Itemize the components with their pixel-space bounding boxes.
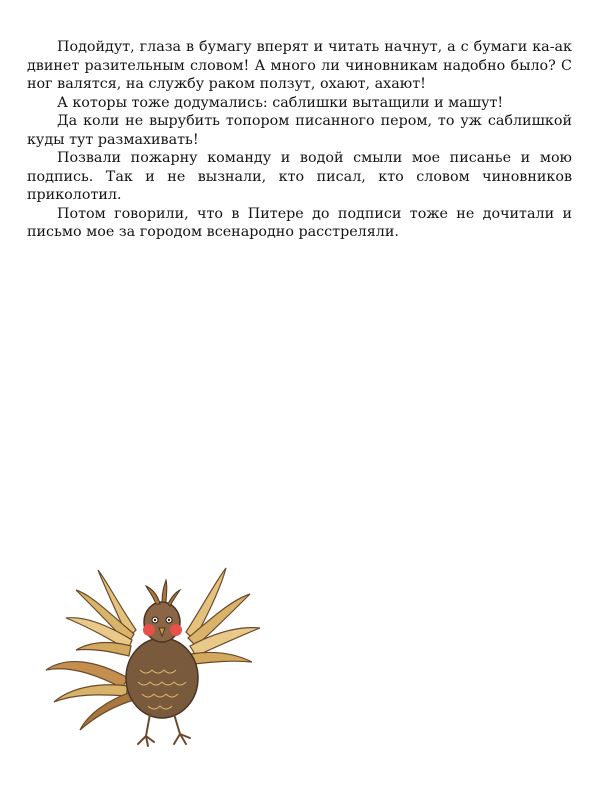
legs	[138, 714, 190, 746]
bird-body	[126, 638, 198, 718]
paragraph-1: Подойдут, глаза в бумагу вперят и читать начнут, а с бумаги ка-ак двинет разительным словом! А много ли чиновникам надобно было? С ног валятся, на службу раком ползут, охают, ахают!	[27, 39, 572, 92]
story-text	[27, 38, 572, 242]
left-wing	[66, 570, 136, 656]
left-pupil	[154, 619, 156, 621]
right-cheek	[170, 624, 182, 636]
paragraph-5: Потом говорили, что в Питере до подписи тоже не дочитали и письмо мое за городом всенародно расстреляли.	[27, 205, 572, 240]
paragraph-4: Позвали пожарну команду и водой смыли мое писанье и мою подпись. Так и не вызнали, кто писал, кто словом чиновников приколотил.	[27, 150, 572, 203]
right-wing	[186, 568, 260, 664]
paragraph-2: А которы тоже додумались: саблишки вытащили и машут!	[57, 94, 504, 111]
left-cheek	[143, 624, 155, 636]
right-pupil	[168, 619, 170, 621]
crest	[146, 580, 180, 606]
tail	[46, 662, 134, 730]
firebird-illustration	[36, 560, 272, 760]
paragraph-3: Да коли не вырубить топором писанного пером, то уж саблишкой куды тут размахивать!	[27, 113, 572, 148]
